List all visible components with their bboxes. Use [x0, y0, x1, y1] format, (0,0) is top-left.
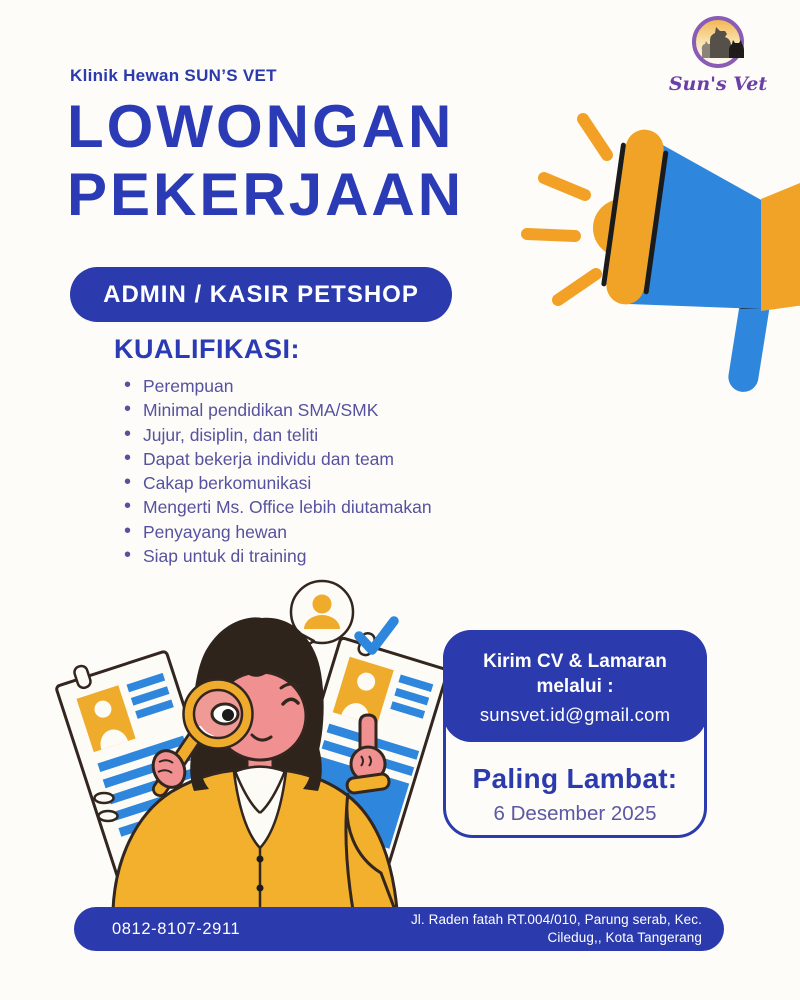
checkmark-icon: [359, 621, 394, 650]
sound-lines-icon: [527, 119, 607, 300]
poster-title: [67, 93, 464, 229]
clinic-name: Klinik Hewan SUN’S VET: [70, 66, 277, 85]
suns-vet-logo: [658, 6, 778, 106]
qualification-item: • Minimal pendidikan SMA/SMK: [122, 398, 432, 422]
qualification-item: • Perempuan: [122, 374, 432, 398]
email-text: sunsvet.id@gmail.com: [479, 704, 671, 725]
contact-card-header: [443, 630, 707, 742]
title-line-1: LOWONGAN: [67, 93, 455, 160]
qualification-item: • Siap untuk di training: [122, 544, 432, 568]
recruiter-illustration: [55, 565, 445, 910]
pointing-hand: [360, 715, 376, 749]
qualification-item: • Penyayang hewan: [122, 520, 432, 544]
deadline-section: [446, 742, 704, 826]
contact-card: [443, 630, 707, 838]
title-line-2: PEKERJAAN: [67, 161, 465, 228]
logo-wordmark: Sun's Vet: [668, 73, 768, 95]
qualification-item: • Mengerti Ms. Office lebih diutamakan: [122, 495, 432, 519]
address: [411, 911, 702, 947]
qualification-item: • Jujur, disiplin, dan teliti: [122, 423, 432, 447]
deadline-date: 6 Desember 2025: [493, 802, 657, 825]
qualification-item: • Dapat bekerja individu dan team: [122, 447, 432, 471]
send-cv-label: Kirim CV & Lamaran: [483, 651, 667, 672]
phone-number: 0812-8107-2911: [112, 919, 241, 938]
qualification-item: • Cakap berkomunikasi: [122, 471, 432, 495]
qualifications-list: [122, 374, 432, 568]
position-badge: [70, 267, 452, 322]
send-cv-via: melalui :: [536, 676, 614, 697]
position-badge-label: ADMIN / KASIR PETSHOP: [103, 280, 419, 308]
deadline-label: Paling Lambat:: [472, 763, 678, 794]
megaphone-back: [761, 181, 800, 311]
address-line-1: Jl. Raden fatah RT.004/010, Parung serab, Kec.: [410, 912, 702, 927]
footer-bar: [74, 907, 724, 951]
qualifications-heading: KUALIFIKASI:: [114, 334, 300, 364]
address-line-2: Ciledug,, Kota Tangerang: [547, 930, 702, 945]
megaphone-icon: [495, 95, 800, 395]
